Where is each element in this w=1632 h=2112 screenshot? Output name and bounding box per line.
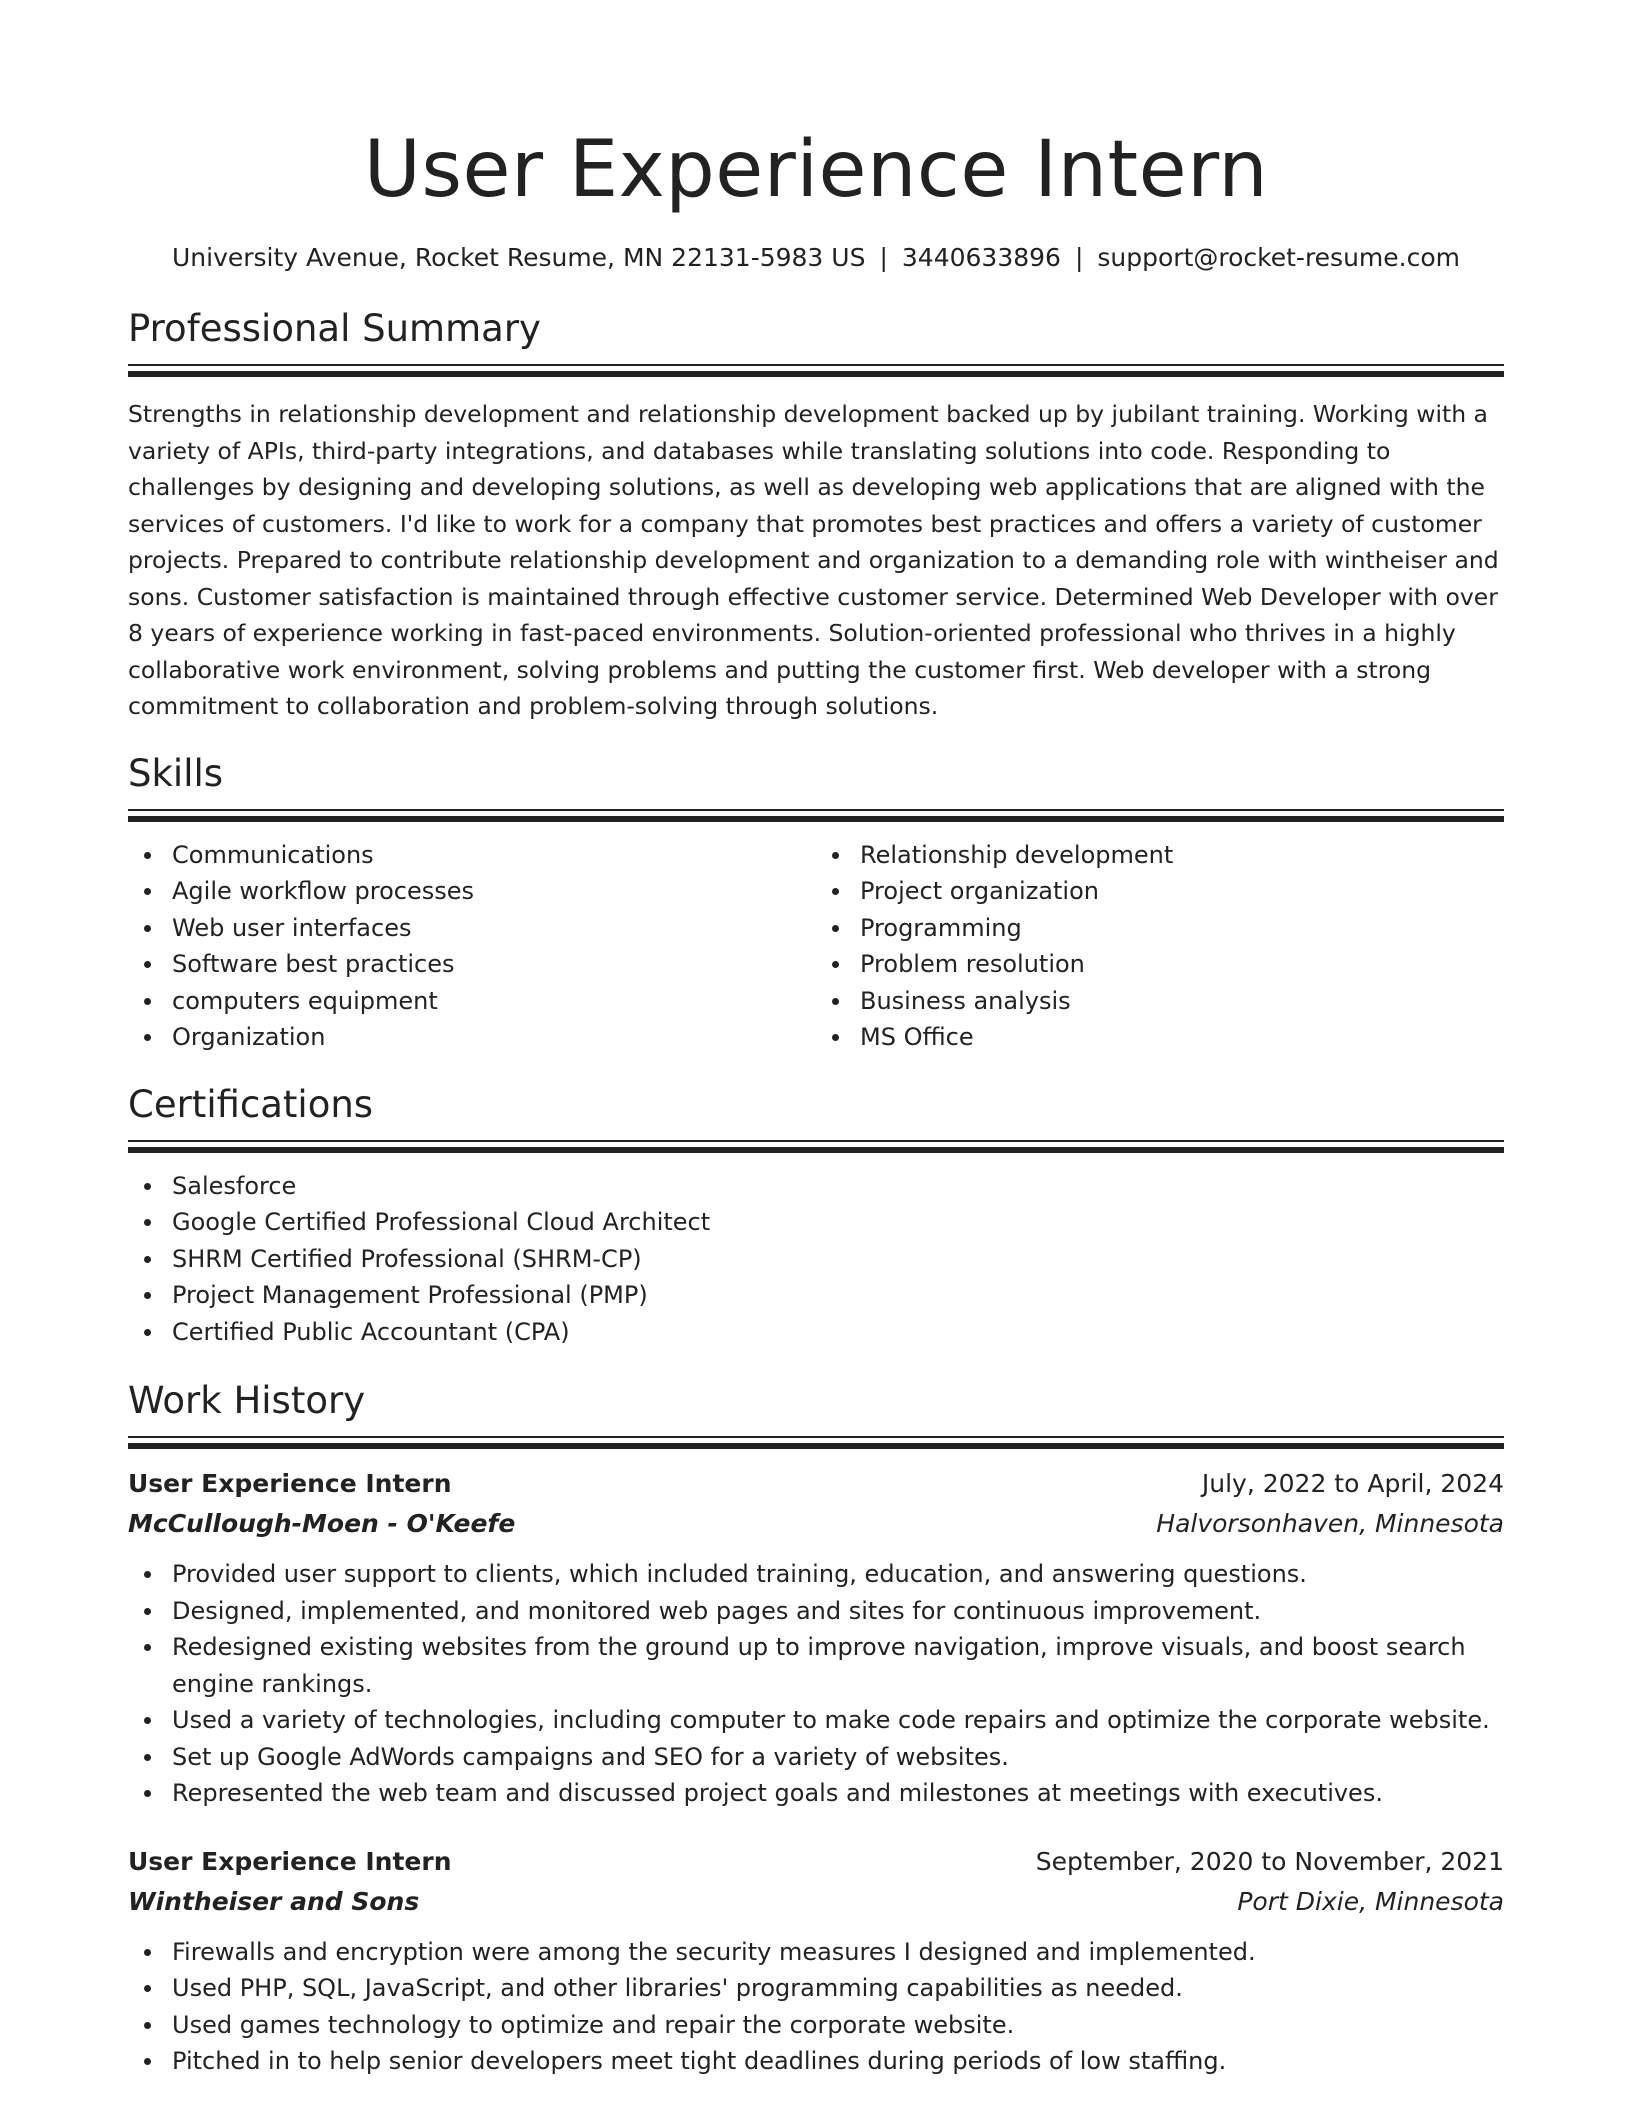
job-bullet: Provided user support to clients, which included training, education, and answering questions. [128, 1556, 1504, 1593]
certification-item: Google Certified Professional Cloud Architect [128, 1204, 1504, 1241]
job-bullet: Used PHP, SQL, JavaScript, and other libraries' programming capabilities as needed. [128, 1970, 1504, 2007]
section-title-certifications: Certifications [128, 1082, 374, 1126]
job-bullet: Firewalls and encryption were among the security measures I designed and implemented. [128, 1934, 1504, 1971]
certification-item: Project Management Professional (PMP) [128, 1277, 1504, 1314]
skill-item: Software best practices [128, 946, 816, 983]
section-divider [128, 1436, 1504, 1450]
job-bullet: Pitched in to help senior developers meet tight deadlines during periods of low staffing. [128, 2043, 1504, 2080]
skill-item: Relationship development [816, 837, 1504, 874]
skills-section [128, 751, 1504, 1056]
section-title-work: Work History [128, 1379, 366, 1422]
job-company: Wintheiser and Sons [128, 1886, 420, 1916]
contact-email[interactable]: support@rocket-resume.com [1097, 243, 1461, 272]
contact-line [128, 242, 1504, 274]
skill-item: Communications [128, 837, 816, 874]
contact-separator: | [879, 243, 888, 272]
job-header [128, 1464, 1504, 1504]
skill-item: Web user interfaces [128, 910, 816, 947]
job-bullet: Used games technology to optimize and repair the corporate website. [128, 2007, 1504, 2044]
job-subheader [128, 1882, 1504, 1922]
skill-item: Problem resolution [816, 946, 1504, 983]
skills-list-right [816, 837, 1504, 1056]
skill-item: Agile workflow processes [128, 873, 816, 910]
section-divider [128, 809, 1504, 823]
job-bullet: Designed, implemented, and monitored web pages and sites for continuous improvement. [128, 1593, 1504, 1630]
contact-separator: | [1074, 243, 1084, 272]
job-bullet: Represented the web team and discussed project goals and milestones at meetings with executives. [128, 1775, 1504, 1812]
work-history-section [128, 1378, 1504, 2080]
job-bullets [128, 1934, 1504, 2080]
job-bullet: Used a variety of technologies, including computer to make code repairs and optimize the corporate website. [128, 1702, 1504, 1739]
job-entry [128, 1842, 1504, 2080]
certification-item: Salesforce [128, 1168, 1504, 1205]
job-bullets [128, 1556, 1504, 1812]
certification-item: Certified Public Accountant (CPA) [128, 1314, 1504, 1351]
summary-section [128, 306, 1504, 725]
skill-item: Organization [128, 1019, 816, 1056]
job-subheader [128, 1504, 1504, 1544]
job-title: User Experience Intern [128, 1846, 452, 1876]
skill-item: Programming [816, 910, 1504, 947]
job-entry [128, 1464, 1504, 1812]
contact-phone: 3440633896 [901, 243, 1061, 272]
skill-item: MS Office [816, 1019, 1504, 1056]
skills-list-left [128, 837, 816, 1056]
job-dates: July, 2022 to April, 2024 [1201, 1469, 1504, 1498]
job-bullet: Redesigned existing websites from the ground up to improve navigation, improve visuals, and boost search engine rankings. [128, 1629, 1504, 1702]
skills-grid [128, 837, 1504, 1056]
job-header [128, 1842, 1504, 1882]
certification-item: SHRM Certified Professional (SHRM-CP) [128, 1241, 1504, 1278]
resume-name: User Experience Intern [363, 125, 1269, 215]
job-title: User Experience Intern [128, 1469, 452, 1498]
section-divider [128, 1140, 1504, 1154]
skill-item: computers equipment [128, 983, 816, 1020]
job-dates: September, 2020 to November, 2021 [1035, 1846, 1504, 1876]
job-location: Halvorsonhaven, Minnesota [1156, 1509, 1504, 1538]
certifications-list [128, 1168, 1504, 1351]
job-bullet: Set up Google AdWords campaigns and SEO for a variety of websites. [128, 1739, 1504, 1776]
resume-page [128, 0, 1504, 2080]
job-company: McCullough-Moen - O'Keefe [128, 1509, 516, 1538]
summary-text: Strengths in relationship development and relationship development backed up by jubilant training. Working with a variety of APIs, third-party integrations, and databases while translating solutions into code. Responding to challenges by designing and developing solutions, as well as developing web applications that are aligned with the services of customers. I'd like to work for a company that promotes best practices and offers a variety of customer projects. Prepared to contribute relationship development and organization to a demanding role with wintheiser and sons. Customer satisfaction is maintained through effective customer service. Determined Web Developer with over 8 years of experience working in fast-paced environments. Solution-oriented professional who thrives in a highly collaborative work environment, solving problems and putting the customer first. Web developer with a strong commitment to collaboration and problem-solving through solutions. [128, 400, 1499, 720]
section-title-summary: Professional Summary [128, 307, 541, 350]
contact-address: University Avenue, Rocket Resume, MN 22131-5983 US [171, 243, 866, 272]
section-divider [128, 364, 1504, 378]
skill-item: Project organization [816, 873, 1504, 910]
section-title-skills: Skills [128, 751, 224, 795]
skill-item: Business analysis [816, 983, 1504, 1020]
job-location: Port Dixie, Minnesota [1237, 1886, 1504, 1916]
certifications-section [128, 1082, 1504, 1351]
